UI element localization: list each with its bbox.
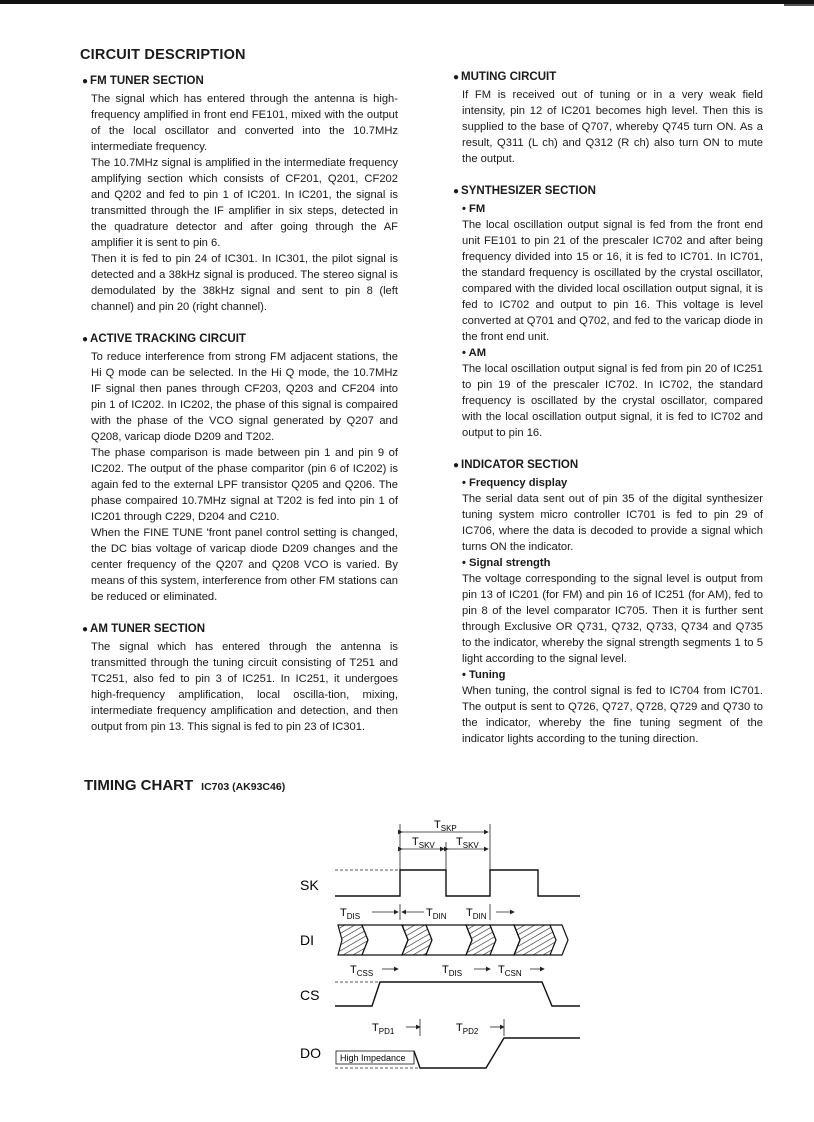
active-tracking-section xyxy=(80,331,398,605)
indicator-tuning-text: When tuning, the control signal is fed to IC704 from IC701. The output is sent to Q726, Q727, Q728, Q729 and Q730 to the indicator, whereby the fine tuning segment of the indicator lights according to the tuning direction. xyxy=(462,685,763,745)
synth-am-label: • AM xyxy=(462,347,487,359)
top-rule xyxy=(0,0,814,4)
tpd2-label: $T_{PD2}$ xyxy=(456,1022,479,1036)
tpd1-label: $T_{PD1}$ xyxy=(372,1022,395,1036)
am-tuner-title: AM TUNER SECTION xyxy=(90,623,206,635)
fm-tuner-section xyxy=(80,73,398,315)
indicator-freq-text: The serial data sent out of pin 35 of the digital synthesizer tuning system micro controller IC701 is fed to pin 29 of IC706, where the data is decoded to provide a signal which turns ON the indicator. xyxy=(462,493,763,553)
do-hiz-label: High Impedance xyxy=(340,1053,406,1063)
fm-tuner-para-1: The signal which has entered through the antenna is high-frequency amplified in front end FE101, mixed with the output of the local oscillator and converted into the 10.7MHz intermediate frequency. xyxy=(91,93,398,153)
fm-tuner-title: FM TUNER SECTION xyxy=(90,75,204,87)
synthesizer-title: SYNTHESIZER SECTION xyxy=(461,185,596,197)
timing-diagram xyxy=(290,812,590,1074)
tcss-label: $T_{CSS}$ xyxy=(350,964,374,978)
indicator-section xyxy=(451,457,763,747)
muting-title: MUTING CIRCUIT xyxy=(461,71,557,83)
bullet-icon: ● xyxy=(453,186,460,197)
am-tuner-para-1: The signal which has entered through the antenna is transmitted through the tuning circuit consisting of T251 and TC251, also fed to pin 3 of IC251. In IC251, it undergoes high-frequency amplification, local oscilla-tion, mixing, intermediate frequency amplification and detection, and then output from pin 13. This signal is fed to pin 23 of IC301. xyxy=(91,641,398,733)
synth-fm-text: The local oscillation output signal is fed from the front end unit FE101 to pin 21 of the prescaler IC702 and after being frequency divided into 15 or 16, it is fed to IC701. In IC701, the standard frequency is oscillated by the crystal oscillator, compared with the divided local oscillation output signal, it is fed to IC702 and output to pin 16. This voltage is level converted at Q701 and Q702, and fed to the varicap diode in the front end unit. xyxy=(462,219,763,343)
bullet-icon: ● xyxy=(453,72,460,83)
cs-waveform xyxy=(335,982,580,1006)
left-column xyxy=(80,73,398,735)
tskv2-label: $T_{SKV}$ xyxy=(456,836,479,850)
timing-chart-subtitle: IC703 (AK93C46) xyxy=(201,781,286,793)
muting-section xyxy=(451,69,763,167)
bullet-icon: ● xyxy=(82,76,89,87)
tskv1-label: $T_{SKV}$ xyxy=(412,836,435,850)
tdis1-label: $T_{DIS}$ xyxy=(340,907,361,921)
tskp-label: $T_{SKP}$ xyxy=(434,819,457,833)
sk-waveform xyxy=(335,870,580,896)
active-tracking-para-3: When the FINE TUNE 'front panel control setting is changed, the DC bias voltage of varicap diode D209 changes and the center frequency of the Q207 and Q208 VCO is varied. By means of this system, interference from other FM stations can be reduced or eliminated. xyxy=(91,527,398,603)
signal-label-sk: SK xyxy=(300,877,319,893)
top-rule-tail xyxy=(784,4,814,6)
signal-label-cs: CS xyxy=(300,987,320,1003)
fm-tuner-para-3: Then it is fed to pin 24 of IC301. In IC301, the pilot signal is detected and a 38kHz signal is produced. The stereo signal is demodulated by the 38kHz signal and sent to pin 8 (left channel) and pin 20 (right channel). xyxy=(91,253,398,313)
right-column xyxy=(451,69,763,747)
do-waveform xyxy=(414,1038,580,1068)
am-tuner-section xyxy=(80,621,398,735)
bullet-icon: ● xyxy=(82,624,89,635)
synth-am-text: The local oscillation output signal is fed from pin 20 of IC251 to pin 19 of the prescaler IC702. In IC702, the standard frequency is oscillated by the crystal oscillator, compared with the local oscillation output signal, it is fed to IC702 and output to pin 16. xyxy=(462,363,763,439)
di-waveform xyxy=(338,925,568,955)
synthesizer-section xyxy=(451,183,763,441)
indicator-strength-label: • Signal strength xyxy=(462,557,551,569)
timing-chart-title: TIMING CHART xyxy=(84,777,194,794)
bullet-icon: ● xyxy=(453,460,460,471)
muting-para-1: If FM is received out of tuning or in a very weak field intensity, pin 12 of IC201 becomes high level. Then this is supplied to the base of Q707, whereby Q745 turn ON. As a result, Q311 (L ch) and Q312 (R ch) also turn ON to mute the output. xyxy=(462,89,763,165)
timing-chart-heading xyxy=(84,777,285,794)
bullet-icon: ● xyxy=(82,334,89,345)
active-tracking-para-1: To reduce interference from strong FM adjacent stations, the Hi Q mode can be selected. In the Hi Q mode, the 10.7MHz IF signal then panes through CF203, Q203 and CF204 into pin 1 of IC202. In IC202, the phase of this signal is compaired with the phase of the VCO signal generated by Q207 and Q208, varicap diode D209 and T202. xyxy=(91,351,398,443)
tdin2-label: $T_{DIN}$ xyxy=(466,907,487,921)
indicator-title: INDICATOR SECTION xyxy=(461,459,579,471)
active-tracking-para-2: The phase comparison is made between pin 1 and pin 9 of IC202. The output of the phase comparitor (pin 6 of IC202) is again fed to the external LPF transistor Q205 and Q206. The phase compaired 10.7MHz signal at T202 is fed into pin 1 of IC201 through C229, D204 and C210. xyxy=(91,447,398,523)
indicator-tuning-label: • Tuning xyxy=(462,669,506,681)
tdis2-label: $T_{DIS}$ xyxy=(442,964,463,978)
page-heading: CIRCUIT DESCRIPTION xyxy=(80,47,246,63)
active-tracking-title: ACTIVE TRACKING CIRCUIT xyxy=(90,333,246,345)
tdin1-label: $T_{DIN}$ xyxy=(426,907,447,921)
indicator-freq-label: • Frequency display xyxy=(462,477,568,489)
signal-label-do: DO xyxy=(300,1045,321,1061)
tcsn-label: $T_{CSN}$ xyxy=(498,964,522,978)
fm-tuner-para-2: The 10.7MHz signal is amplified in the intermediate frequency amplifying section which consists of CF201, Q201, CF202 and Q202 and fed to pin 1 of IC201. In IC201, the signal is transmitted through the IF amplifier in six steps, detected in the quadrature detector and after going through the AF amplifier it is sent to pin 6. xyxy=(91,157,398,249)
synth-fm-label: • FM xyxy=(462,203,486,215)
signal-label-di: DI xyxy=(300,932,314,948)
indicator-strength-text: The voltage corresponding to the signal level is output from pin 13 of IC201 (for FM) and pin 16 of IC251 (for AM), fed to pin 8 of the level comparator IC705. Then it is further sent through Exclusive OR Q731, Q732, Q733, Q734 and Q735 to the indicator, whereby the signal strength segments 1 to 5 light according to the signal level. xyxy=(462,573,763,665)
